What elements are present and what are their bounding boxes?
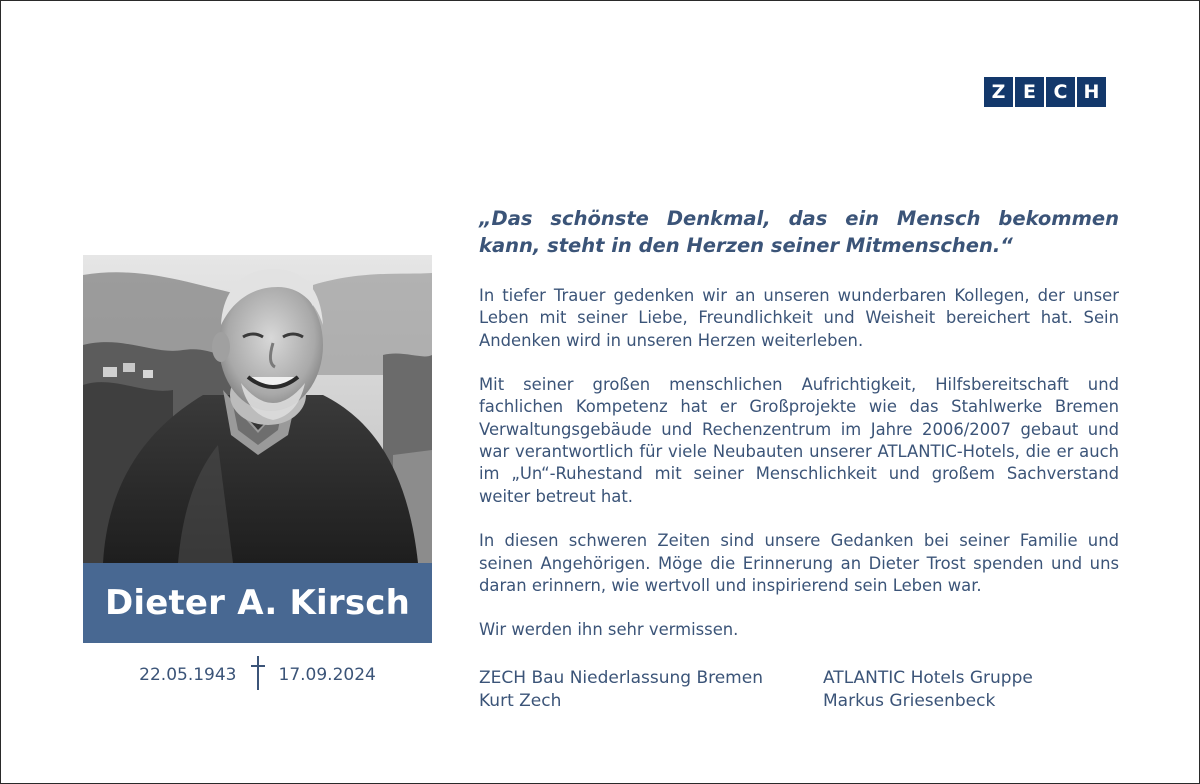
memorial-quote: „Das schönste Denkmal, das ein Mensch bekommen kann, steht in den Herzen seiner Mitmenschen.“ [479,207,1119,257]
signature-person: Markus Griesenbeck [823,691,996,711]
signature-left [479,667,763,713]
birth-date: 22.05.1943 [139,665,237,685]
logo-letter: E [1015,77,1044,107]
signature-organization: ATLANTIC Hotels Gruppe [823,668,1033,688]
portrait-photo [83,255,432,563]
paragraph: In diesen schweren Zeiten sind unsere Gedanken bei seiner Familie und seinen Angehörigen. Möge die Erinnerung an Dieter Trost spenden und uns daran erinnern, wie wertvoll und inspirierend sein Leben war. [479,531,1119,595]
signature-organization: ZECH Bau Niederlassung Bremen [479,668,763,688]
life-dates [83,655,432,695]
paragraph: Mit seiner großen menschlichen Aufrichtigkeit, Hilfsbereitschaft und fachlichen Kompetenz hat er Großprojekte wie das Stahlwerke Bremen Verwaltungsgebäude und Rechenzentrum im Jahre 2006/2007 gebaut und war verantwortlich für viele Neubauten unserer ATLANTIC-Hotels, die er auch im „Un“-Ruhestand mit seiner Menschlichkeit und großem Sachverstand weiter betreut hat. [479,375,1119,506]
closing-line: Wir werden ihn sehr vermissen. [479,620,739,640]
logo-letter: C [1046,77,1075,107]
paragraph: In tiefer Trauer gedenken wir an unseren wunderbaren Kollegen, der unser Leben mit seiner Liebe, Freundlichkeit und Weisheit bereichert hat. Sein Andenken wird in unseren Herzen weiterleben. [479,286,1119,350]
signature-person: Kurt Zech [479,691,562,711]
cross-icon [251,656,265,695]
zech-logo [984,77,1106,107]
signatures [479,667,1119,717]
signature-right [823,667,1033,713]
death-date: 17.09.2024 [278,665,376,685]
deceased-name: Dieter A. Kirsch [83,563,432,643]
logo-letter: H [1077,77,1106,107]
logo-letter: Z [984,77,1013,107]
obituary-text [479,285,1119,664]
